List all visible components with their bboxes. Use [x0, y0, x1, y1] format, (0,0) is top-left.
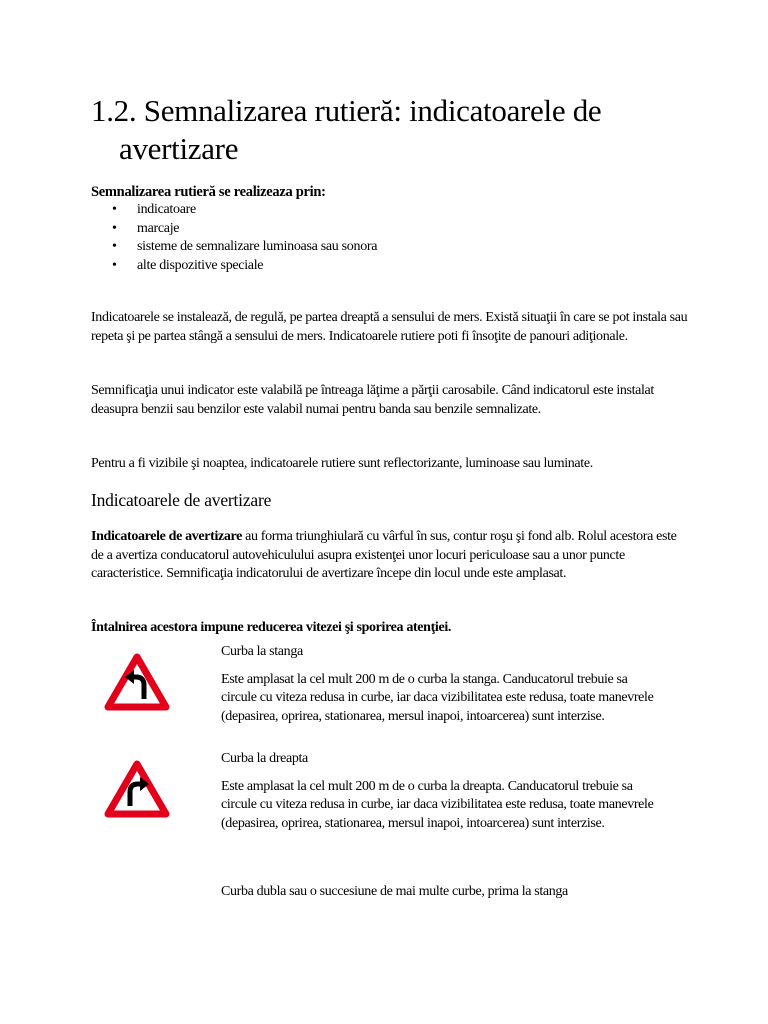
intro-heading: Semnalizarea rutieră se realizeaza prin:	[91, 184, 326, 200]
list-item: • indicatoare	[112, 201, 377, 220]
emphasis-line: Întalnirea acestora impune reducerea vitezei şi sporirea atenţiei.	[91, 620, 452, 635]
paragraph-warning-signs-bold: Indicatoarele de avertizare	[91, 529, 242, 544]
list-item: • alte dispozitive speciale	[112, 257, 377, 276]
sign-name: Curba la dreapta	[221, 751, 308, 766]
paragraph-warning-signs-rest: au forma triunghiulară cu vârful în sus, contur roşu şi fond alb. Rolul acestora este de a avertiza conducatorul autovehiculului asupra existenţei unor locuri periculoase sau a unor puncte caracteristice. Semnificaţia indicatorului de avertizare începe din locul unde este amplasat.	[91, 529, 677, 581]
paragraph-warning-signs	[91, 528, 691, 584]
paragraph-visibility: Pentru a fi vizibile şi noaptea, indicatoarele rutiere sunt reflectorizante, luminoase sau luminate.	[91, 456, 593, 471]
list-item: • sisteme de semnalizare luminoasa sau sonora	[112, 238, 377, 257]
sign-description: Este amplasat la cel mult 200 m de o curba la dreapta. Canducatorul trebuie sa circule cu viteza redusa in curbe, iar daca vizibilitatea este redusa, toate manevrele (depasirea, oprirea, stationarea, mersul inapoi, intoarcerea) sunt interzise.	[221, 778, 654, 831]
curve-right-warning-sign-icon	[104, 760, 170, 820]
page-title	[91, 92, 691, 168]
page-title-line1: 1.2. Semnalizarea rutieră: indicatoarele de	[91, 93, 602, 128]
page-title-line2: avertizare	[119, 131, 239, 166]
sign-name: Curba la stanga	[221, 644, 303, 659]
sign-curve-right	[221, 750, 661, 833]
section-title: Indicatoarele de avertizare	[91, 490, 272, 510]
paragraph-validity: Semnificaţia unui indicator este valabilă pe întreaga lăţime a părţii carosabile. Când indicatorul este instalat deasupra benzii sau benzilor este valabil numai pentru banda sau benzile semnalizate.	[91, 383, 654, 417]
sign-description: Este amplasat la cel mult 200 m de o curba la stanga. Canducatorul trebuie sa circule cu viteza redusa in curbe, iar daca vizibilitatea este redusa, toate manevrele (depasirea, oprirea, stationarea, mersul inapoi, intoarcerea) sunt interzise.	[221, 671, 654, 724]
sign-name: Curba dubla sau o succesiune de mai multe curbe, prima la stanga	[221, 884, 568, 899]
bullet-list	[112, 201, 377, 275]
paragraph-placement: Indicatoarele se instalează, de regulă, pe partea dreaptă a sensului de mers. Există situaţii în care se pot instala sau repeta şi pe partea stângă a sensului de mers. Indicatoarele rutiere poti fi însoţite de panouri adiţionale.	[91, 310, 688, 344]
sign-curve-left	[221, 643, 661, 726]
list-item: • marcaje	[112, 220, 377, 239]
curve-left-warning-sign-icon	[104, 653, 170, 713]
sign-double-curve	[221, 883, 661, 902]
